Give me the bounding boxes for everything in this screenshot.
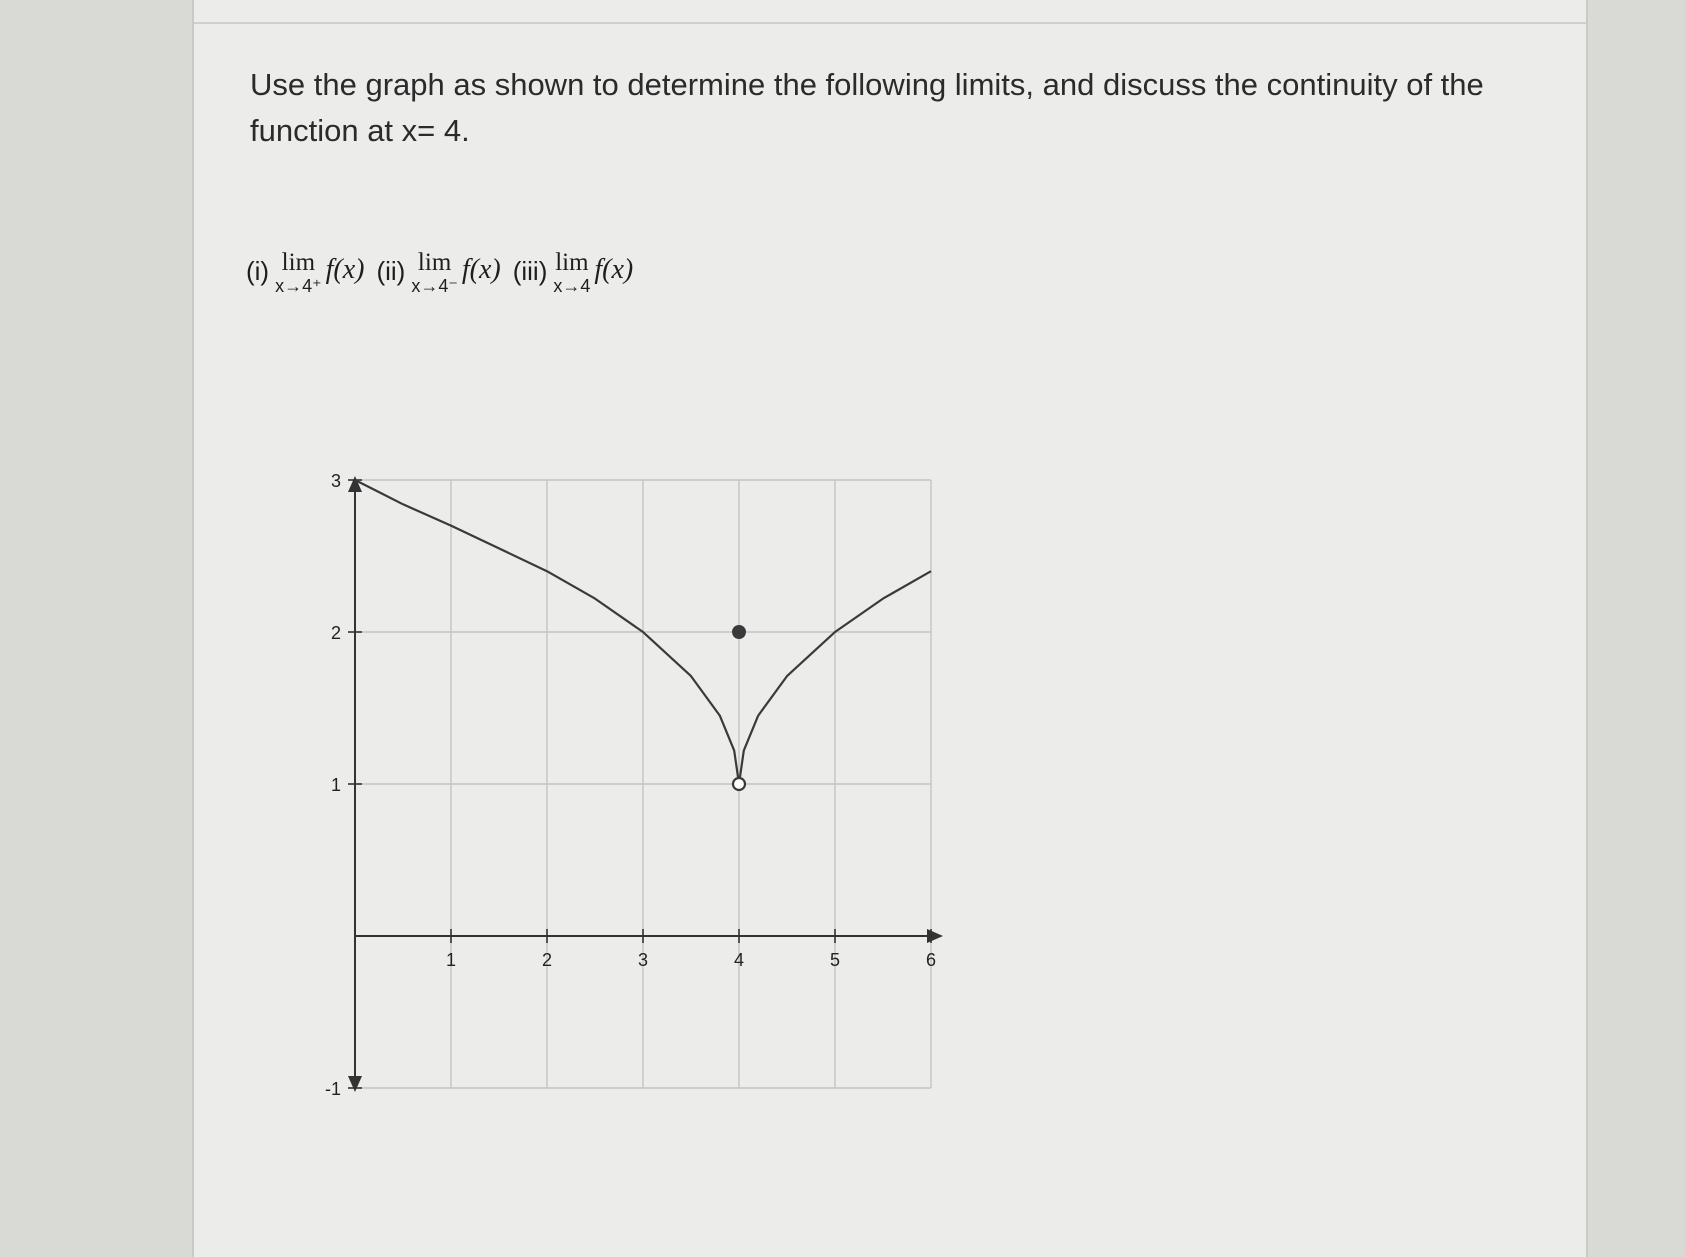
limit-iii-expression: f(x)	[594, 254, 634, 285]
limits-row	[246, 250, 645, 310]
limit-iii-subscript: x→4	[553, 276, 591, 296]
y-tick-label: -1	[324, 1079, 341, 1099]
y-tick-label: 2	[330, 623, 341, 643]
limit-i-expression: f(x)	[325, 254, 365, 285]
x-tick-label: 1	[445, 950, 457, 970]
x-tick-label: 4	[733, 950, 745, 970]
question-text: Use the graph as shown to determine the following limits, and discuss the continuity of the function at x= 4.	[250, 67, 1484, 148]
x-tick-label: 3	[637, 950, 649, 970]
limit-i-lim: lim	[281, 249, 316, 276]
limit-i-subscript: x→4⁺	[275, 276, 322, 296]
limit-i-operator	[275, 250, 322, 296]
x-tick-label: 2	[541, 950, 553, 970]
top-divider	[194, 22, 1586, 24]
open-point	[733, 778, 745, 790]
limit-iii-label: (iii)	[512, 256, 548, 286]
limit-i-label: (i)	[246, 256, 270, 286]
limit-ii-lim: lim	[417, 249, 452, 276]
function-graph	[300, 450, 980, 1140]
y-tick-label: 1	[330, 775, 341, 795]
limit-iii-lim: lim	[555, 249, 589, 276]
x-tick-label: 5	[829, 950, 841, 970]
limit-ii-operator	[411, 250, 458, 296]
x-axis-arrow	[927, 929, 943, 943]
limit-ii-label: (ii)	[376, 256, 406, 286]
limit-iii-operator	[553, 250, 590, 296]
limit-ii-subscript: x→4⁻	[411, 276, 458, 296]
y-axis-up-arrow	[348, 476, 362, 492]
y-tick-label: 3	[330, 471, 341, 491]
limit-ii-expression: f(x)	[461, 254, 501, 285]
y-axis-down-arrow	[348, 1076, 362, 1092]
x-tick-label: 6	[925, 950, 937, 970]
closed-point	[732, 625, 746, 639]
